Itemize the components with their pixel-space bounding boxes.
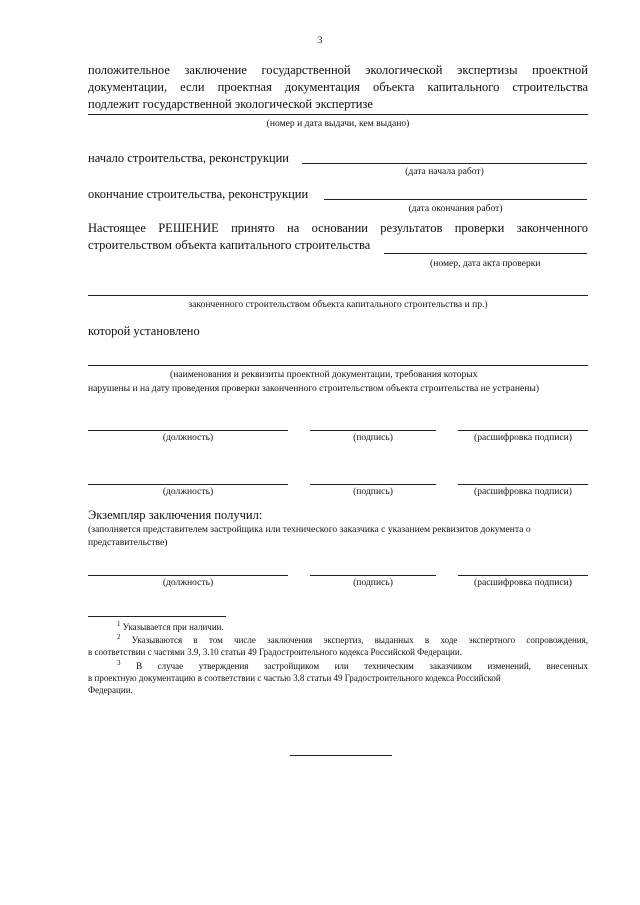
position-caption-1: (должность) bbox=[162, 432, 214, 443]
conclusion-line-2: документации, если проектная документация объекта капитального строительства bbox=[88, 80, 588, 94]
position-field-3[interactable] bbox=[88, 575, 288, 576]
position-field-1[interactable] bbox=[88, 430, 288, 431]
footnote-separator bbox=[88, 616, 226, 617]
decision-field-1[interactable] bbox=[384, 253, 587, 254]
signature-caption-1: (подпись) bbox=[353, 432, 393, 443]
position-field-2[interactable] bbox=[88, 484, 288, 485]
conclusion-caption: (номер и дата выдачи, кем выдано) bbox=[266, 118, 410, 129]
footnote-2-line-1: Указываются в том числе заключения экспертиз, выданных в ходе экспертного сопровождения, bbox=[131, 635, 589, 645]
position-caption-3: (должность) bbox=[162, 577, 214, 588]
footnote-2-mark: 2 bbox=[117, 633, 121, 641]
copy-received-label: Экземпляр заключения получил: bbox=[88, 508, 263, 522]
established-caption-2: нарушены и на дату проведения проверки законченного строительством объекта строительства не устранены) bbox=[88, 383, 540, 394]
footnote-3-line-1: В случае утверждения застройщиком или техническим заказчиком изменений, внесенных bbox=[136, 661, 589, 671]
decoding-caption-2: (расшифровка подписи) bbox=[474, 486, 572, 497]
footnote-1-mark: 1 bbox=[117, 620, 121, 628]
decision-caption-1: (номер, дата акта проверки bbox=[430, 258, 541, 269]
copy-received-note-2: представительстве) bbox=[88, 537, 168, 548]
established-caption-1: (наименования и реквизиты проектной документации, требования которых bbox=[170, 369, 478, 380]
position-caption-2: (должность) bbox=[162, 486, 214, 497]
decision-line-2: строительством объекта капитального строительства bbox=[88, 238, 371, 252]
decoding-field-3[interactable] bbox=[458, 575, 588, 576]
decision-caption-2: законченного строительством объекта капитального строительства и пр.) bbox=[188, 299, 488, 310]
decoding-field-1[interactable] bbox=[458, 430, 588, 431]
decoding-caption-3: (расшифровка подписи) bbox=[474, 577, 572, 588]
construction-end-label: окончание строительства, реконструкции bbox=[88, 187, 309, 201]
established-label: которой установлено bbox=[88, 324, 200, 338]
construction-end-field[interactable] bbox=[324, 199, 587, 200]
footnote-3-line-3: Федерации. bbox=[88, 685, 133, 695]
footnote-2 bbox=[88, 631, 588, 658]
decoding-field-2[interactable] bbox=[458, 484, 588, 485]
footnote-2-line-2: в соответствии с частями 3.9, 3.10 статьи 49 Градостроительного кодекса Российской Федерации. bbox=[88, 647, 462, 657]
signature-field-3[interactable] bbox=[310, 575, 436, 576]
conclusion-underline[interactable] bbox=[88, 114, 588, 115]
copy-received-note-1: (заполняется представителем застройщика или технического заказчика с указанием реквизитов документа о bbox=[88, 524, 531, 535]
end-of-document-line bbox=[290, 755, 392, 756]
footnote-3 bbox=[88, 657, 588, 696]
signature-caption-3: (подпись) bbox=[353, 577, 393, 588]
decoding-caption-1: (расшифровка подписи) bbox=[474, 432, 572, 443]
decision-field-2[interactable] bbox=[88, 295, 588, 296]
signature-caption-2: (подпись) bbox=[353, 486, 393, 497]
established-field[interactable] bbox=[88, 365, 588, 366]
signature-field-2[interactable] bbox=[310, 484, 436, 485]
construction-start-caption: (дата начала работ) bbox=[405, 166, 484, 177]
signature-field-1[interactable] bbox=[310, 430, 436, 431]
construction-start-label: начало строительства, реконструкции bbox=[88, 151, 289, 165]
conclusion-line-1: положительное заключение государственной экологической экспертизы проектной bbox=[88, 63, 588, 77]
footnote-3-line-2: в проектную документацию в соответствии с частью 3.8 статьи 49 Градостроительного кодекса Российской bbox=[88, 673, 501, 683]
decision-line-1: Настоящее РЕШЕНИЕ принято на основании результатов проверки законченного bbox=[88, 221, 588, 235]
footnote-3-mark: 3 bbox=[117, 659, 121, 667]
construction-start-field[interactable] bbox=[302, 163, 587, 164]
page-number: 3 bbox=[317, 35, 323, 46]
conclusion-line-3: подлежит государственной экологической экспертизе bbox=[88, 97, 373, 111]
footnote-1-text: Указывается при наличии. bbox=[122, 622, 224, 632]
construction-end-caption: (дата окончания работ) bbox=[408, 203, 503, 214]
